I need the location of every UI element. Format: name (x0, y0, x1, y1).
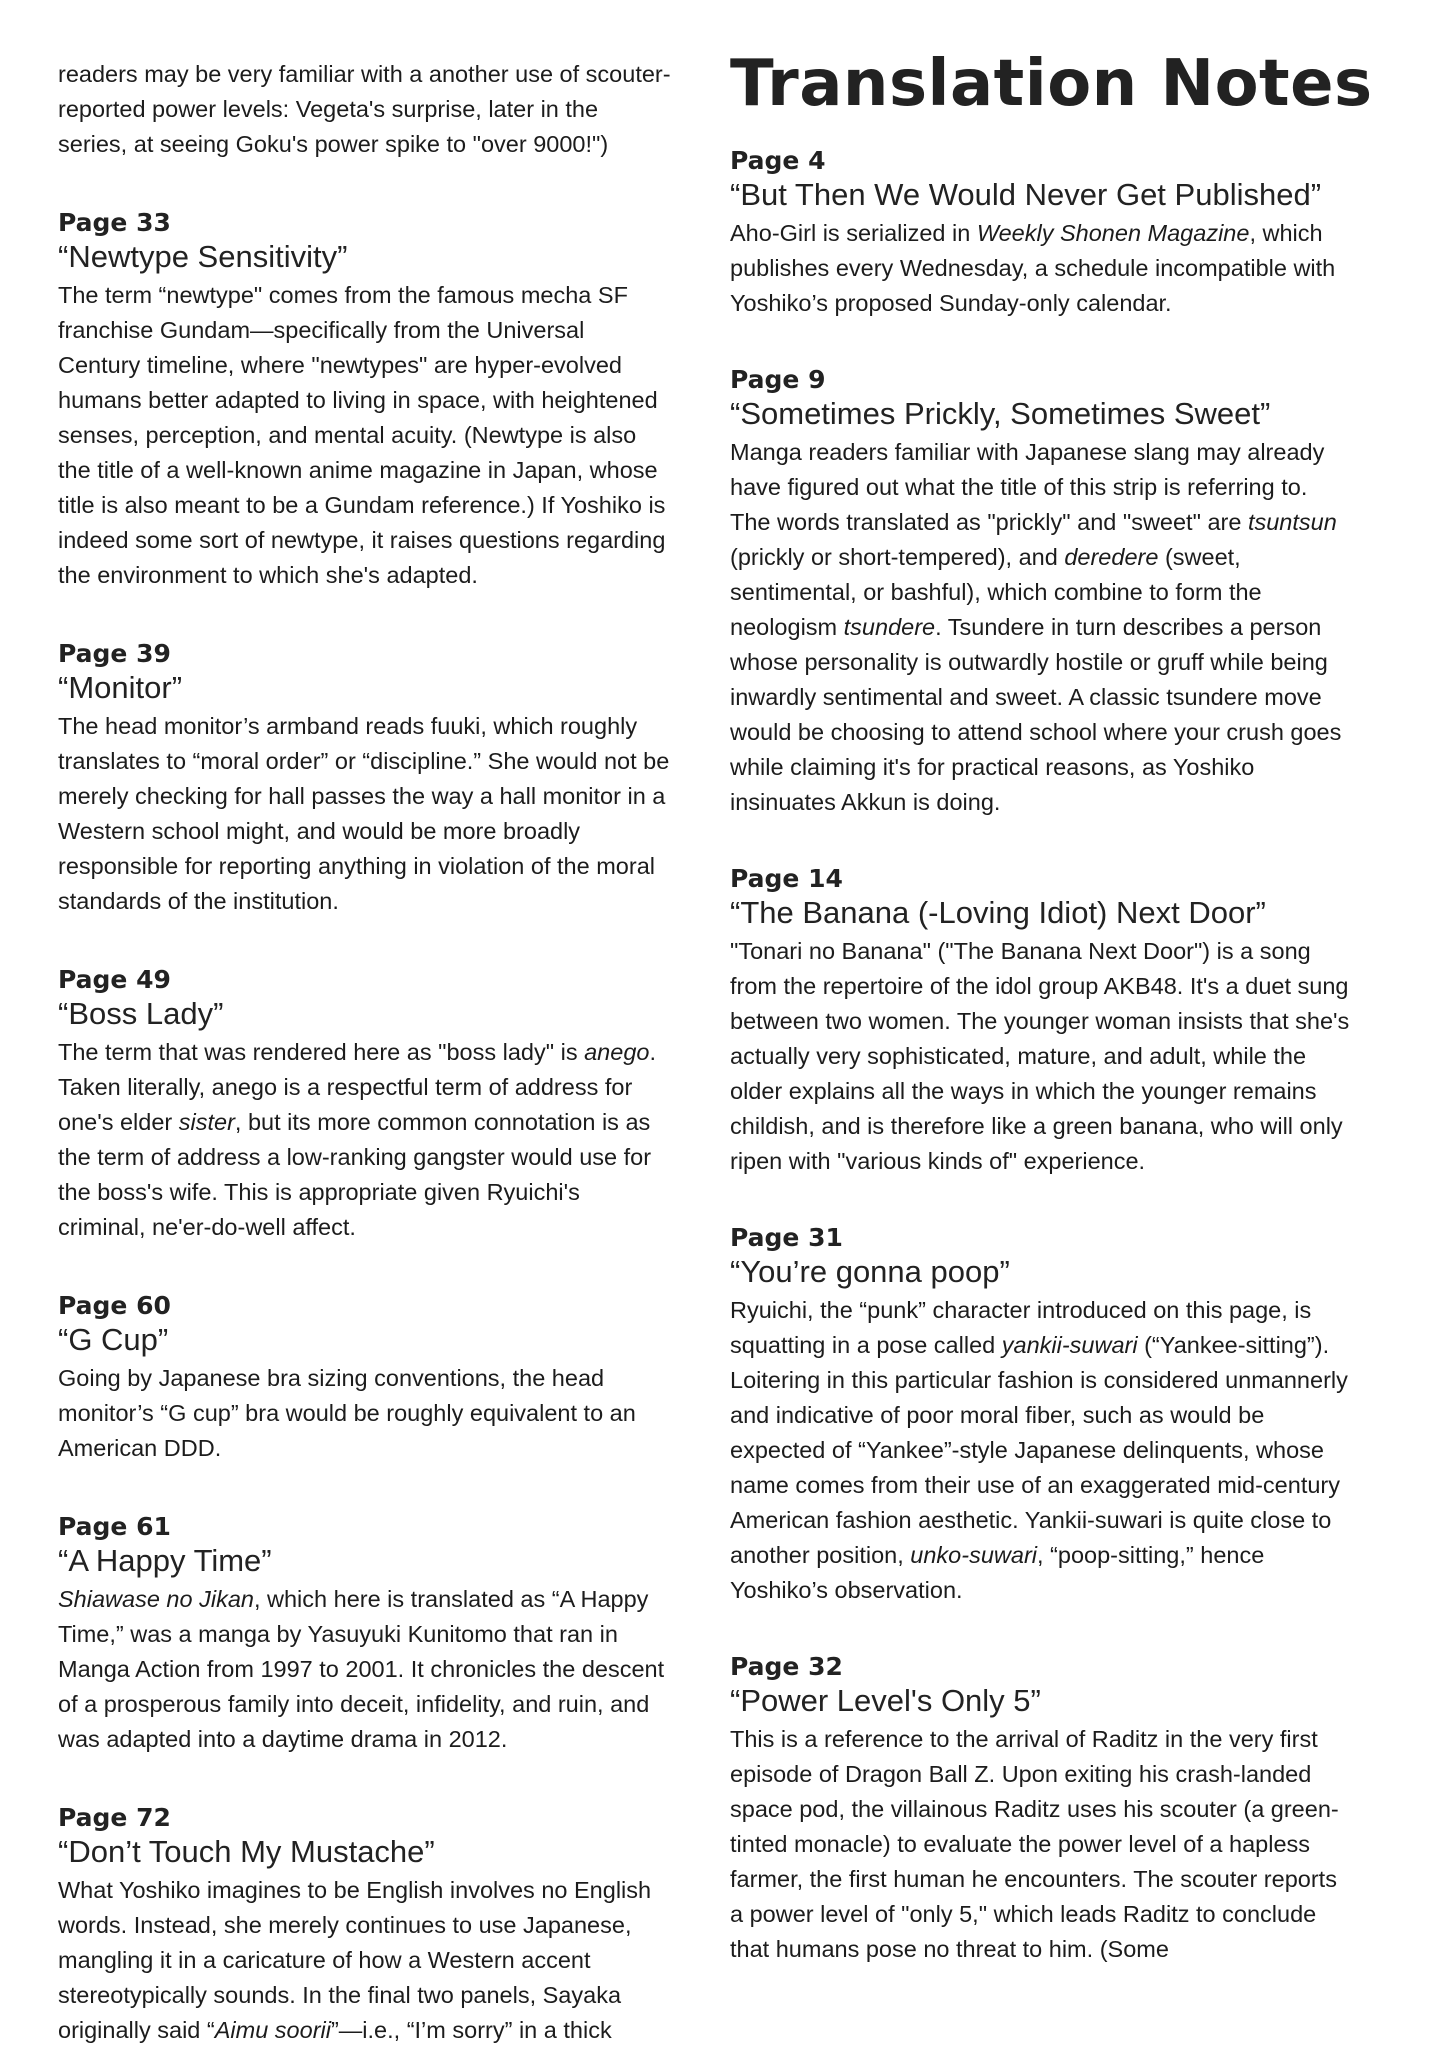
note-heading: “Power Level's Only 5” (730, 1683, 1041, 1718)
body-text: , which here is translated as “A Happy Time,” was a manga by Yasuyuki Kunitomo that ran in Manga Action from 1997 to 2001. It chronicles the descent of a prosperous family into deceit, infidelity, and ruin, and was adapted into a daytime drama in 2012. (58, 1586, 665, 1752)
note-page-49 (58, 965, 672, 1245)
note-page-60 (58, 1291, 672, 1466)
note-page-label: Page 14 (730, 864, 843, 893)
note-page-32 (730, 1652, 1350, 1967)
note-heading: “The Banana (-Loving Idiot) Next Door” (730, 895, 1266, 930)
italic-term: tsundere (843, 614, 936, 640)
note-heading: “Don’t Touch My Mustache” (58, 1834, 435, 1869)
italic-term: Weekly Shonen Magazine (976, 220, 1250, 246)
note-page-label: Page 61 (58, 1512, 171, 1541)
italic-term: Shiawase no Jikan (58, 1586, 254, 1612)
body-text: Ryuichi, the “punk” character introduced on this page, is squatting in a pose called (730, 1297, 1312, 1358)
note-page-label: Page 72 (58, 1803, 171, 1832)
left-column (58, 0, 672, 2048)
note-heading: “You’re gonna poop” (730, 1254, 1010, 1289)
body-text: The term that was rendered here as "boss lady" is (58, 1039, 585, 1065)
italic-term: yankii-suwari (1001, 1332, 1138, 1358)
body-text: (sweet, sentimental, or bashful), which combine to form the neologism (730, 544, 1262, 640)
note-body (58, 1873, 672, 2048)
body-text: (“Yankee-sitting”). Loitering in this particular fashion is considered unmannerly and indicative of poor moral fiber, such as would be expected of “Yankee”-style Japanese delinquents, whose name comes from their use of an exaggerated mid-century American fashion aesthetic. Yankii-suwari is quite close to another position, (730, 1332, 1348, 1568)
note-heading: “Newtype Sensitivity” (58, 239, 348, 274)
note-body: Going by Japanese bra sizing conventions, the head monitor’s “G cup” bra would be roughly equivalent to an American DDD. (58, 1365, 636, 1461)
note-heading: “But Then We Would Never Get Published” (730, 177, 1322, 212)
body-text: Aho-Girl is serialized in (730, 220, 977, 246)
note-page-33 (58, 208, 672, 593)
note-body: "Tonari no Banana" ("The Banana Next Door") is a song from the repertoire of the idol group AKB48. It's a duet sung between two women. The younger woman insists that she's actually very sophisticated, mature, and adult, while the older explains all the ways in which the younger remains childish, and is therefore like a green banana, who will only ripen with "various kinds of" experience. (730, 938, 1350, 1174)
note-body (730, 435, 1350, 820)
note-page-label: Page 32 (730, 1652, 843, 1681)
note-body (730, 216, 1350, 321)
note-page-label: Page 49 (58, 965, 171, 994)
note-page-31 (730, 1223, 1350, 1608)
body-text: , which publishes every Wednesday, a schedule incompatible with Yoshiko’s proposed Sunday-only calendar. (730, 220, 1336, 316)
note-heading: “Monitor” (58, 670, 183, 705)
body-text: . Taken literally, anego is a respectful term of address for one's elder (58, 1039, 656, 1135)
note-page-label: Page 33 (58, 208, 171, 237)
page-title: Translation Notes (730, 47, 1373, 121)
body-text: . Tsundere in turn describes a person whose personality is outwardly hostile or gruff while being inwardly sentimental and sweet. A classic tsundere move would be choosing to attend school where your crush goes while claiming it's for practical reasons, as Yoshiko insinuates Akkun is doing. (730, 614, 1342, 815)
note-page-label: Page 9 (730, 365, 826, 394)
italic-term: Aimu soorii (214, 2017, 331, 2043)
note-page-39 (58, 639, 672, 919)
italic-term: deredere (1064, 544, 1159, 570)
note-page-label: Page 60 (58, 1291, 171, 1320)
note-heading: “G Cup” (58, 1322, 169, 1357)
note-page-label: Page 39 (58, 639, 171, 668)
italic-term: unko-suwari (910, 1542, 1037, 1568)
body-text: (prickly or short-tempered), and (730, 544, 1065, 570)
italic-term: tsuntsun (1247, 509, 1337, 535)
note-page-4 (730, 146, 1350, 321)
note-heading: “Boss Lady” (58, 996, 224, 1031)
note-body: This is a reference to the arrival of Raditz in the very first episode of Dragon Ball Z. Upon exiting his crash-landed space pod, the villainous Raditz uses his scouter (a green-tinted monacle) to evaluate the power level of a hapless farmer, the first human he encounters. The scouter reports a power level of "only 5," which leads Raditz to conclude that humans pose no threat to him. (Some (730, 1726, 1339, 1962)
note-body (730, 1293, 1350, 1608)
italic-term: sister (178, 1109, 235, 1135)
note-page-label: Page 31 (730, 1223, 843, 1252)
right-column (730, 0, 1373, 1967)
italic-term: anego (584, 1039, 650, 1065)
continued-text: readers may be very familiar with a another use of scouter-reported power levels: Vegeta's surprise, later in the series, at seeing Goku's power spike to "over 9000!") (58, 61, 671, 157)
note-heading: “Sometimes Prickly, Sometimes Sweet” (730, 396, 1271, 431)
body-text: ”—i.e., “I’m sorry” in a thick (330, 2017, 612, 2043)
note-page-label: Page 4 (730, 146, 826, 175)
body-text: Manga readers familiar with Japanese slang may already have figured out what the title of this strip is referring to. The words translated as "prickly" and "sweet" are (730, 439, 1325, 535)
body-text: , “poop-sitting,” hence Yoshiko’s observation. (730, 1542, 1265, 1603)
note-body (58, 1035, 672, 1245)
note-body: The term “newtype" comes from the famous mecha SF franchise Gundam—specifically from the Universal Century timeline, where "newtypes" are hyper-evolved humans better adapted to living in space, with heightened senses, perception, and mental acuity. (Newtype is also the title of a well-known anime magazine in Japan, whose title is also meant to be a Gundam reference.) If Yoshiko is indeed some sort of newtype, it raises questions regarding the environment to which she's adapted. (58, 282, 666, 588)
body-text: What Yoshiko imagines to be English involves no English words. Instead, she merely continues to use Japanese, mangling it in a caricature of how a Western accent stereotypically sounds. In the final two panels, Sayaka originally said “ (58, 1877, 652, 2043)
body-text: , but its more common connotation is as the term of address a low-ranking gangster would use for the boss's wife. This is appropriate given Ryuichi's criminal, ne'er-do-well affect. (58, 1109, 652, 1240)
note-body (58, 1582, 672, 1757)
note-page-61 (58, 1512, 672, 1757)
note-heading: “A Happy Time” (58, 1543, 272, 1578)
note-page-72 (58, 1803, 672, 2048)
note-page-9 (730, 365, 1350, 820)
note-body: The head monitor’s armband reads fuuki, which roughly translates to “moral order” or “discipline.” She would not be merely checking for hall passes the way a hall monitor in a Western school might, and would be more broadly responsible for reporting anything in violation of the moral standards of the institution. (58, 713, 670, 914)
note-page-14 (730, 864, 1350, 1179)
